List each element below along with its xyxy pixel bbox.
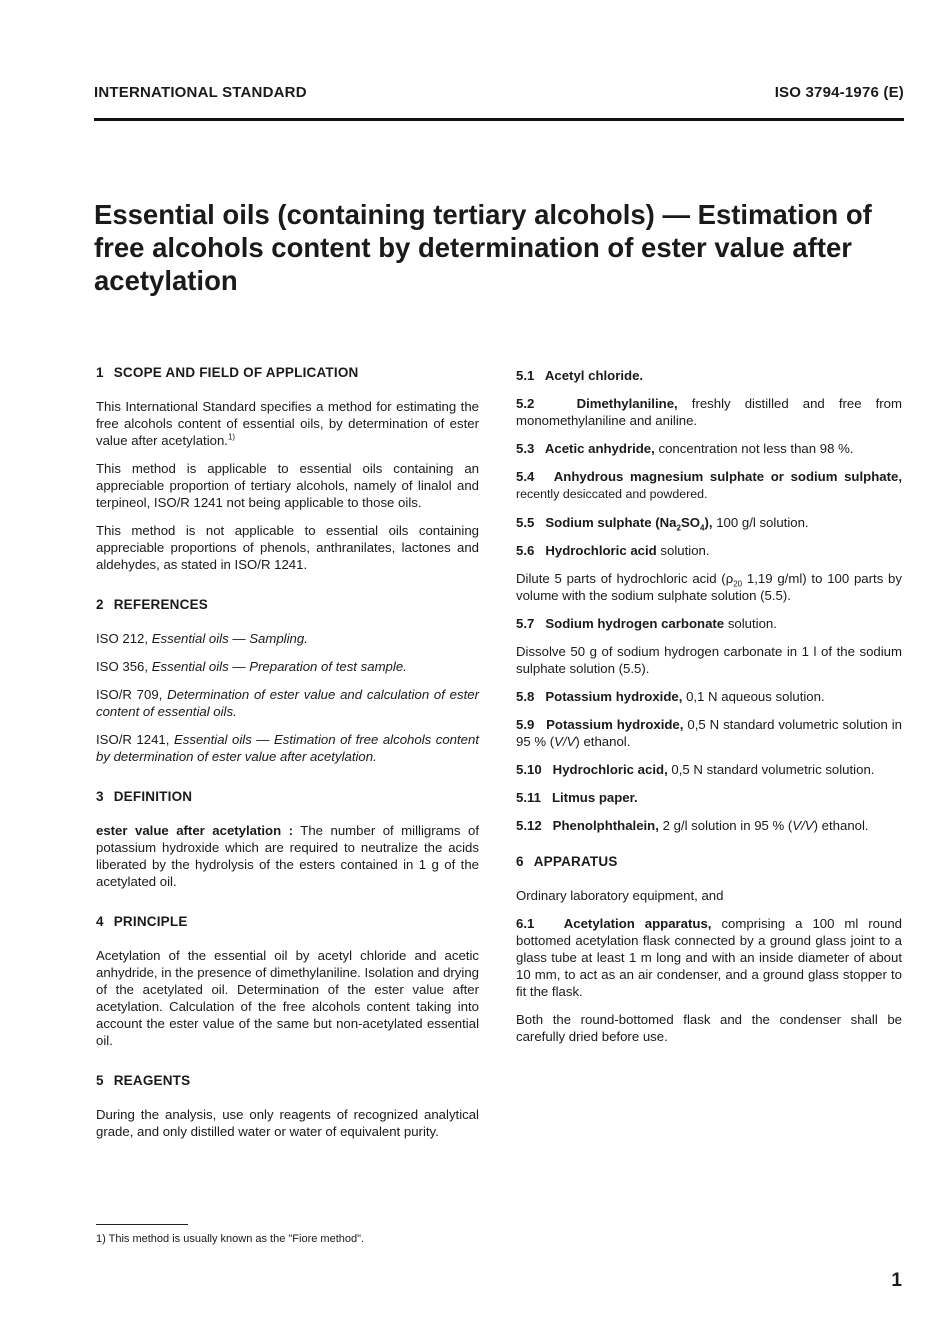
- reference-iso-r-709: ISO/R 709, Determination of ester value and calculation of ester content of essential oils.: [96, 687, 479, 719]
- section-heading-principle: 4 PRINCIPLE: [96, 914, 188, 929]
- principle-paragraph: Acetylation of the essential oil by acetyl chloride and acetic anhydride, in the presence of dimethylaniline. Isolation and drying of the acetylated oil. Determination of the ester value after acetylation. Calculation of the free alcohols content taking into account the ester value of the same but non-acetylated essential oil.: [96, 948, 479, 1048]
- running-header: [94, 84, 904, 104]
- definition-paragraph: ester value after acetylation : The number of milligrams of potassium hydroxide which are required to neutralize the acids liberated by the hydrolysis of the esters contained in 1 g of the acetylated oil.: [96, 823, 479, 889]
- footnote: 1) This method is usually known as the "Fiore method".: [96, 1233, 365, 1245]
- reagent-5-10: 5.10 Hydrochloric acid, 0,5 N standard volumetric solution.: [516, 762, 875, 777]
- left-column: [96, 364, 479, 1151]
- reagent-5-1: 5.1 Acetyl chloride.: [516, 368, 644, 383]
- reference-iso-212: ISO 212, Essential oils — Sampling.: [96, 631, 308, 646]
- header-standard-type: INTERNATIONAL STANDARD: [94, 84, 307, 101]
- section-heading-references: 2 REFERENCES: [96, 597, 208, 612]
- reagent-5-7: 5.7 Sodium hydrogen carbonate solution.: [516, 616, 777, 631]
- reagent-5-9: 5.9 Potassium hydroxide, 0,5 N standard volumetric solution in 95 % (V/V) ethanol.: [516, 717, 902, 749]
- reagent-5-6: 5.6 Hydrochloric acid solution.: [516, 543, 710, 558]
- defined-term: ester value after acetylation :: [96, 823, 294, 838]
- section-heading-scope: 1 SCOPE AND FIELD OF APPLICATION: [96, 365, 359, 380]
- apparatus-6-1: 6.1 Acetylation apparatus, comprising a 100 ml round bottomed acetylation flask connected by a ground glass joint to a glass tube at least 1 m long and with an inside diameter of about 10 mm, to act as an air condenser, and a ground glass stopper to fit the flask.: [516, 916, 903, 999]
- section-heading-definition: 3 DEFINITION: [96, 789, 193, 804]
- scope-paragraph-1: This International Standard specifies a method for estimating the free alcohols content of essential oils, by determination of ester value after acetylation.$^{1)}$: [96, 399, 479, 448]
- reagent-5-7-instruction: Dissolve 50 g of sodium hydrogen carbonate in 1 l of the sodium sulphate solution (5.5).: [516, 644, 902, 676]
- document-title: Essential oils (containing tertiary alcohols) — Estimation of free alcohols content by determination of ester value after acetylation: [94, 199, 872, 296]
- header-standard-number: ISO 3794-1976 (E): [774, 84, 904, 101]
- reagent-5-5: 5.5 Sodium sulphate $(Na_2SO_4)$, 100 g/l solution.: [516, 515, 809, 533]
- reagent-5-12: 5.12 Phenolphthalein, 2 g/l solution in 95 % (V/V) ethanol.: [516, 818, 869, 833]
- footnote-ref[interactable]: 1): [227, 432, 236, 442]
- section-heading-apparatus: 6 APPARATUS: [516, 854, 618, 869]
- apparatus-intro: Ordinary laboratory equipment, and: [516, 888, 724, 903]
- reference-iso-356: ISO 356, Essential oils — Preparation of test sample.: [96, 659, 407, 674]
- reagent-5-2: 5.2 Dimethylaniline, freshly distilled and free from monomethylaniline and aniline.: [516, 396, 902, 428]
- reagents-paragraph: During the analysis, use only reagents of recognized analytical grade, and only distilled water or water of equivalent purity.: [96, 1107, 479, 1139]
- scope-paragraph-2: This method is applicable to essential oils containing an appreciable proportion of tertiary alcohols, namely of linalol and terpineol, ISO/R 1241 not being applicable to those oils.: [96, 461, 479, 510]
- reagent-5-8: 5.8 Potassium hydroxide, 0,1 N aqueous solution.: [516, 689, 825, 704]
- page-number: 1: [891, 1270, 902, 1291]
- reagent-5-4: 5.4 Anhydrous magnesium sulphate or sodium sulphate, recently desiccated and powdered.: [516, 469, 902, 501]
- reagent-5-3: 5.3 Acetic anhydride, concentration not less than 98 %.: [516, 441, 854, 456]
- reagent-5-6-instruction: Dilute 5 parts of hydrochloric acid ($\rho_{20}$ 1,19 g/ml) to 100 parts by volume with the sodium sulphate solution (5.5).: [516, 571, 902, 603]
- right-column: [516, 367, 902, 1056]
- footnote-rule: [96, 1224, 188, 1225]
- reagent-5-11: 5.11 Litmus paper.: [516, 790, 638, 805]
- header-rule: [94, 118, 904, 121]
- reference-iso-r-1241: ISO/R 1241, Essential oils — Estimation of free alcohols content by determination of ester value after acetylation.: [96, 732, 479, 764]
- section-heading-reagents: 5 REAGENTS: [96, 1073, 191, 1088]
- apparatus-note: Both the round-bottomed flask and the condenser shall be carefully dried before use.: [516, 1012, 902, 1044]
- scope-paragraph-3: This method is not applicable to essential oils containing appreciable proportions of phenols, anthranilates, lactones and aldehydes, as stated in ISO/R 1241.: [96, 523, 479, 572]
